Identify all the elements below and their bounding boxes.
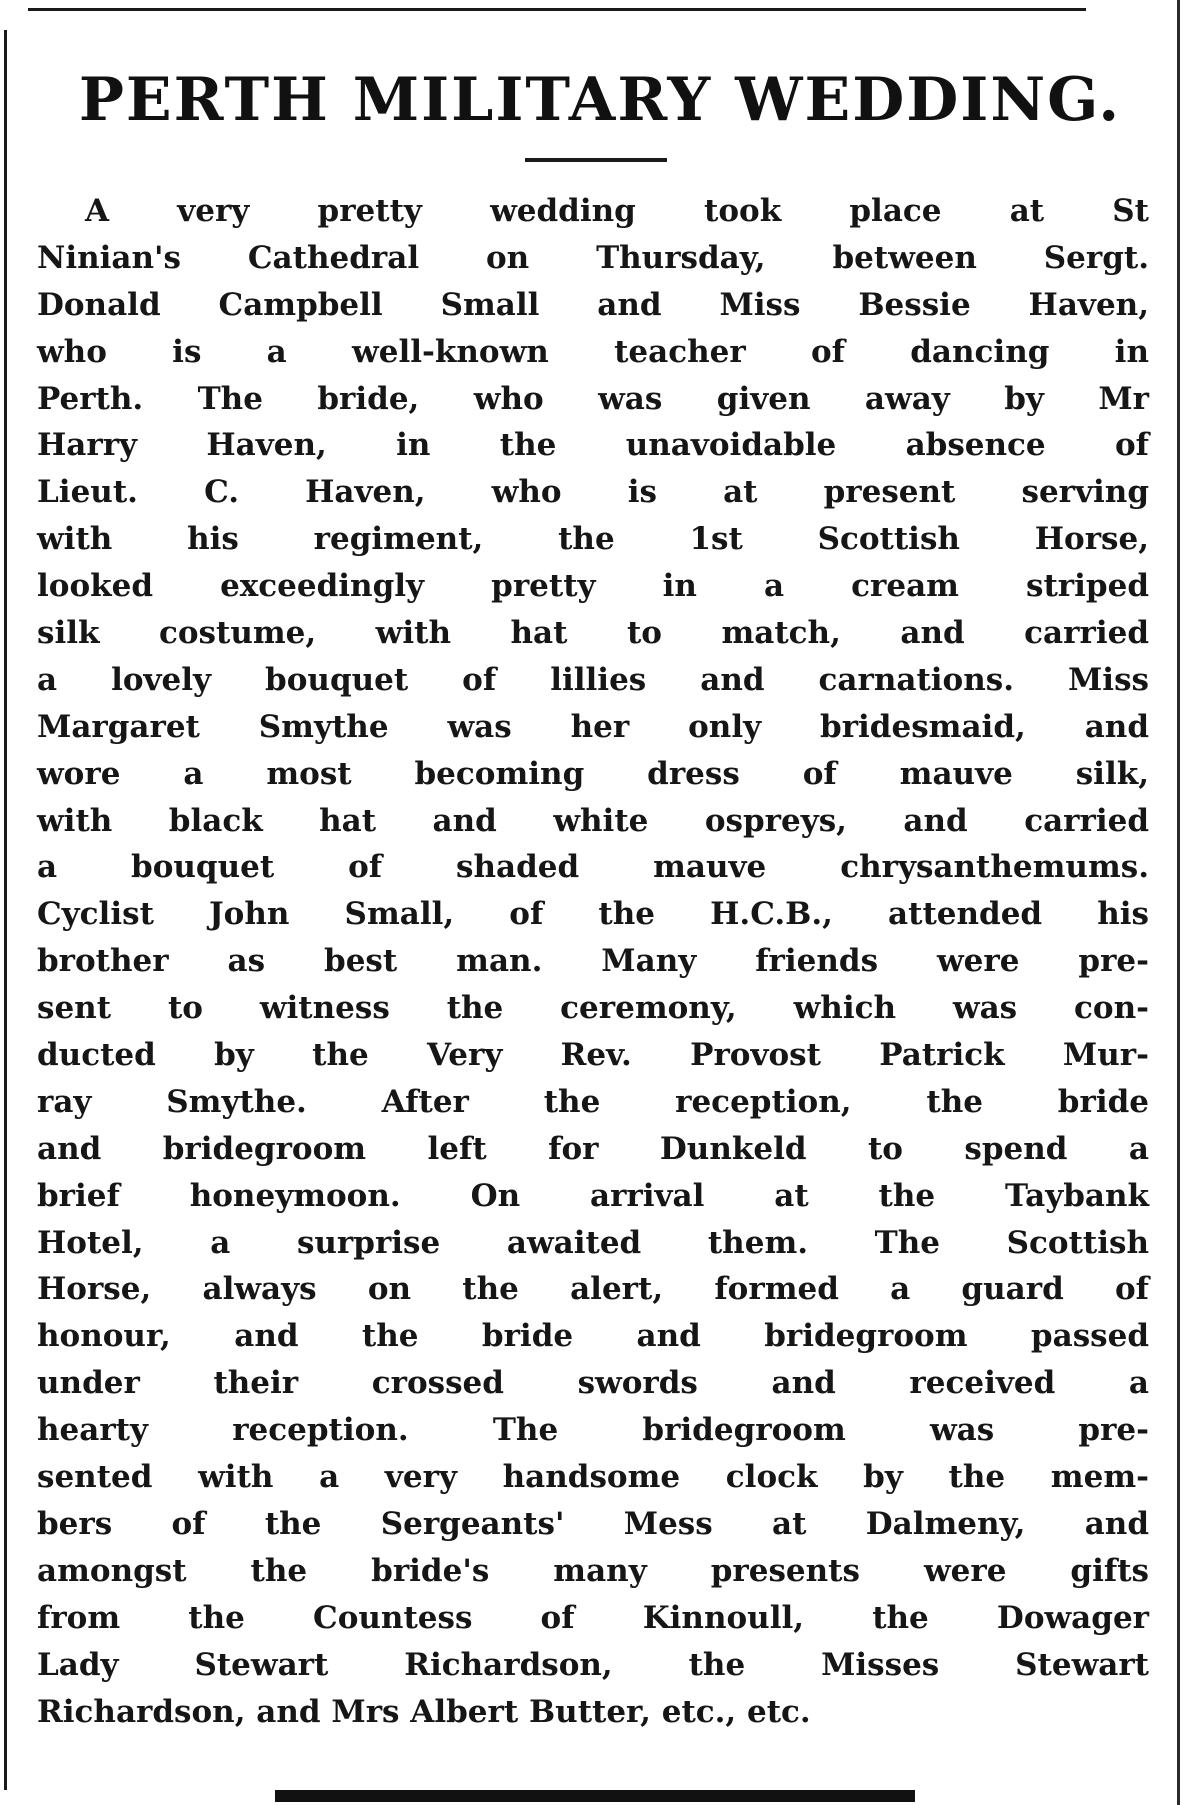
article-line: a lovely bouquet of lillies and carnations. Miss: [37, 661, 1149, 698]
article-line: who is a well-known teacher of dancing in: [37, 333, 1149, 370]
article-line: Lieut. C. Haven, who is at present serving: [37, 474, 1149, 511]
article-line: Hotel, a surprise awaited them. The Scottish: [37, 1224, 1149, 1261]
article-line: bers of the Sergeants' Mess at Dalmeny, and: [37, 1505, 1149, 1542]
article-line: looked exceedingly pretty in a cream striped: [37, 568, 1149, 605]
headline: PERTH MILITARY WEDDING.: [78, 65, 1122, 135]
top-column-rule: [28, 8, 1086, 11]
article-line: with his regiment, the 1st Scottish Horse,: [37, 521, 1149, 558]
article-line: brief honeymoon. On arrival at the Taybank: [37, 1177, 1149, 1214]
article-line: Harry Haven, in the unavoidable absence of: [37, 427, 1149, 464]
article-line: wore a most becoming dress of mauve silk,: [37, 755, 1149, 792]
article-line: ducted by the Very Rev. Provost Patrick Mur-: [37, 1037, 1149, 1074]
article-line: and bridegroom left for Dunkeld to spend a: [37, 1130, 1149, 1167]
article-line: Perth. The bride, who was given away by Mr: [37, 380, 1149, 417]
article-line: from the Countess of Kinnoull, the Dowager: [37, 1599, 1149, 1636]
article-line: Donald Campbell Small and Miss Bessie Haven,: [37, 286, 1149, 323]
bottom-rule: [275, 1790, 915, 1802]
article-line: with black hat and white ospreys, and carried: [37, 802, 1149, 839]
article-line: sented with a very handsome clock by the mem-: [37, 1459, 1149, 1496]
article-line: under their crossed swords and received a: [37, 1365, 1149, 1402]
article-line: ray Smythe. After the reception, the bride: [37, 1083, 1149, 1120]
article-line: A very pretty wedding took place at St: [85, 193, 1149, 229]
article-line: honour, and the bride and bridegroom passed: [37, 1318, 1149, 1355]
right-column-rule: [1177, 0, 1180, 1805]
left-column-rule: [4, 30, 7, 1790]
article-line: Richardson, and Mrs Albert Butter, etc., etc.: [37, 1693, 811, 1730]
article-line: sent to witness the ceremony, which was con-: [37, 990, 1149, 1027]
article-line: Lady Stewart Richardson, the Misses Stewart: [37, 1646, 1149, 1683]
article-body: [37, 188, 1149, 1735]
article-line: amongst the bride's many presents were gifts: [37, 1552, 1149, 1589]
article-line: silk costume, with hat to match, and carried: [37, 615, 1149, 652]
article-line: Cyclist John Small, of the H.C.B., attended his: [37, 896, 1149, 933]
article-line: brother as best man. Many friends were pre-: [37, 943, 1149, 980]
headline-divider: [525, 158, 667, 162]
article-line: Margaret Smythe was her only bridesmaid, and: [37, 708, 1149, 745]
article-line: Ninian's Cathedral on Thursday, between Sergt.: [37, 239, 1149, 276]
article-line: hearty reception. The bridegroom was pre-: [37, 1412, 1149, 1449]
article-line: a bouquet of shaded mauve chrysanthemums.: [37, 849, 1149, 886]
article-line: Horse, always on the alert, formed a guard of: [37, 1271, 1149, 1308]
